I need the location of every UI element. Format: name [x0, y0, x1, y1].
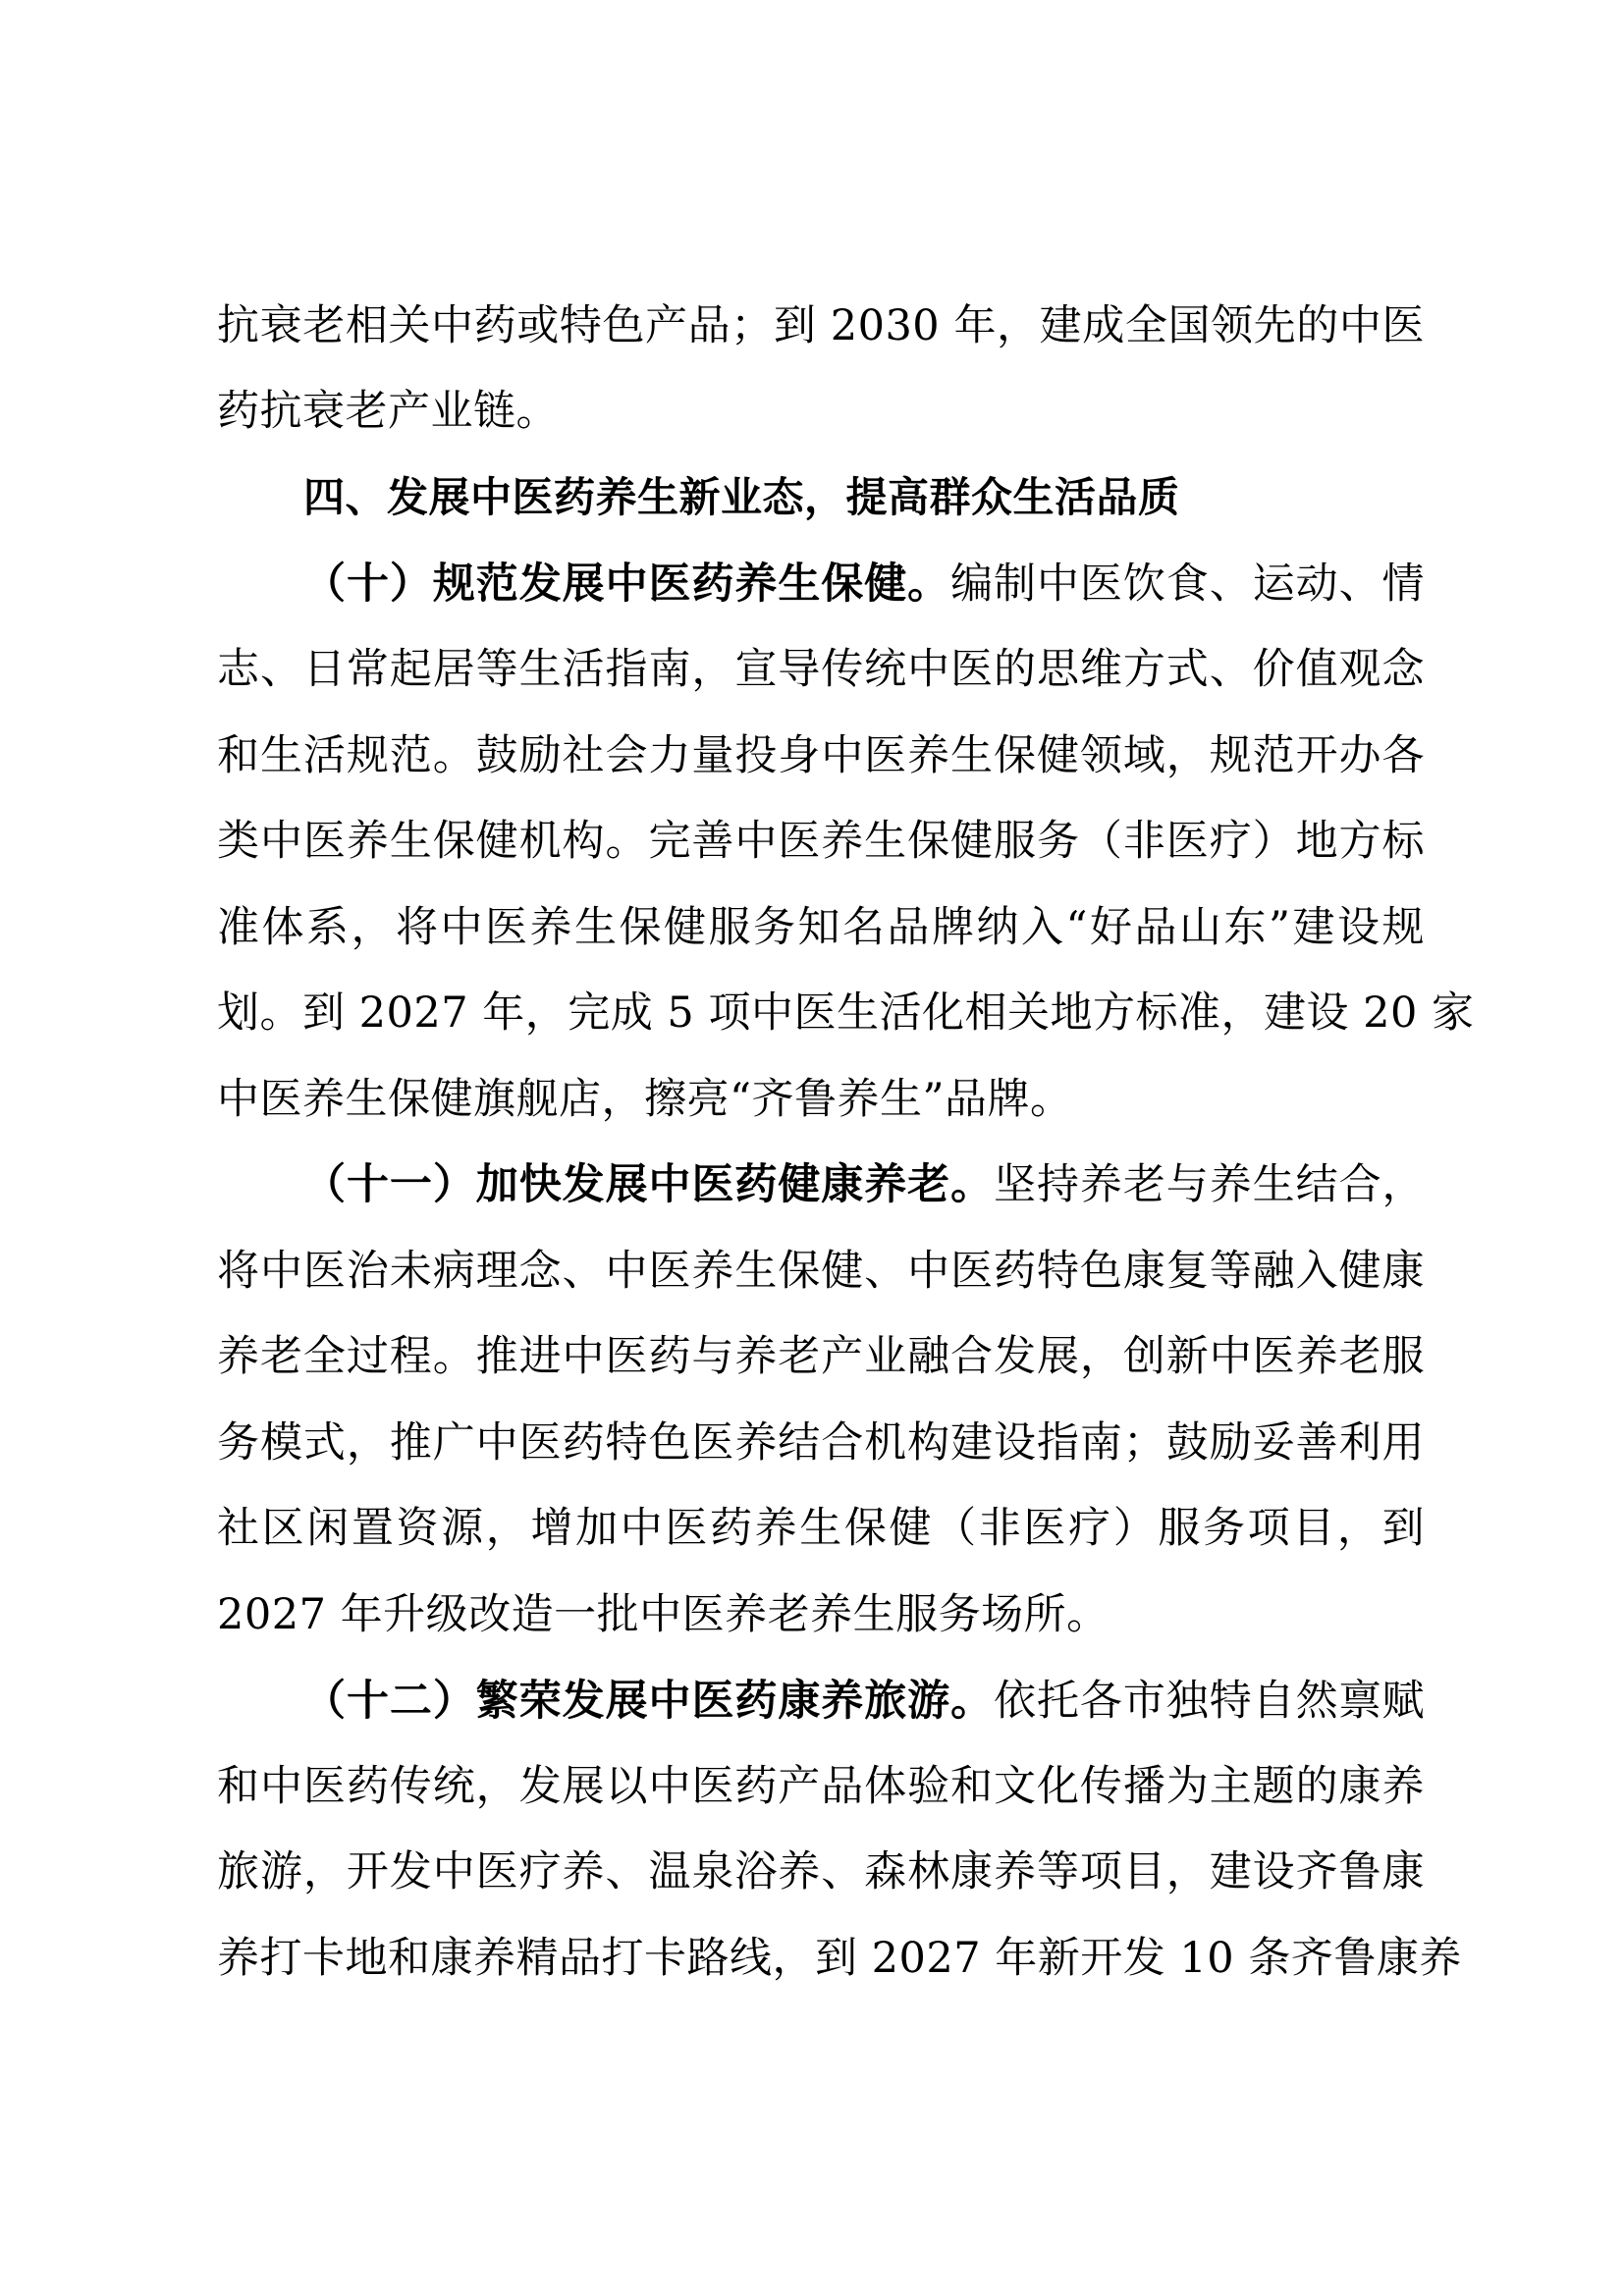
body-line: 旅游，开发中医疗养、温泉浴养、森林康养等项目，建设齐鲁康: [217, 1847, 1425, 1896]
paragraph-text: 编制中医饮食、运动、情: [950, 560, 1426, 609]
body-line: 将中医治未病理念、中医养生保健、中医药特色康复等融入健康: [217, 1247, 1425, 1296]
body-line: 养老全过程。推进中医药与养老产业融合发展，创新中医养老服: [217, 1332, 1425, 1381]
paragraph-first-line: [303, 555, 1425, 614]
paragraph-lead: （十一）加快发展中医药健康养老。: [303, 1160, 995, 1209]
body-line: 准体系，将中医养生保健服务知名品牌纳入“好品山东”建设规: [217, 903, 1425, 952]
body-line: 养打卡地和康养精品打卡路线，到 2027 年新开发 10 条齐鲁康养: [217, 1934, 1462, 1983]
paragraph-first-line: [303, 1672, 1425, 1731]
body-line: 志、日常起居等生活指南，宣导传统中医的思维方式、价值观念: [217, 645, 1425, 694]
paragraph-lead: （十）规范发展中医药养生保健。: [303, 560, 951, 609]
paragraph-text: 依托各市独特自然禀赋: [994, 1677, 1426, 1726]
paragraph-first-line: [303, 1155, 1425, 1214]
body-line: 抗衰老相关中药或特色产品；到 2030 年，建成全国领先的中医: [217, 301, 1425, 350]
body-line: 和中医药传统，发展以中医药产品体验和文化传播为主题的康养: [217, 1762, 1425, 1811]
body-line: 类中医养生保健机构。完善中医养生保健服务（非医疗）地方标: [217, 817, 1425, 866]
body-line: 划。到 2027 年，完成 5 项中医生活化相关地方标准，建设 20 家: [217, 988, 1475, 1038]
section-heading: 四、发展中医药养生新业态，提高群众生活品质: [303, 473, 1180, 521]
body-line: 务模式，推广中医药特色医养结合机构建设指南；鼓励妥善利用: [217, 1418, 1425, 1468]
paragraph-text: 坚持养老与养生结合，: [994, 1160, 1426, 1209]
body-line: 药抗衰老产业链。: [217, 387, 559, 436]
body-line: 中医养生保健旗舰店，擦亮“齐鲁养生”品牌。: [217, 1075, 1073, 1124]
body-line: 2027 年升级改造一批中医养老养生服务场所。: [217, 1590, 1110, 1639]
paragraph-lead: （十二）繁荣发展中医药康养旅游。: [303, 1677, 995, 1726]
body-line: 社区闲置资源，增加中医药养生保健（非医疗）服务项目，到: [217, 1504, 1425, 1553]
body-line: 和生活规范。鼓励社会力量投身中医养生保健领域，规范开办各: [217, 731, 1425, 780]
